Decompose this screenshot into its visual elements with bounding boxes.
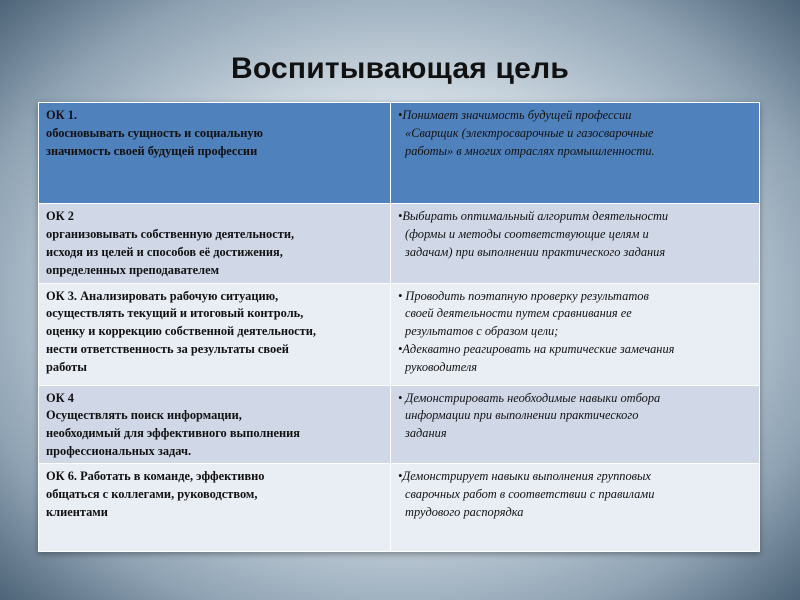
table-row-ok3	[39, 283, 760, 385]
result-item	[398, 208, 753, 261]
result-line: • Проводить поэтапную проверку результатов	[398, 288, 649, 303]
result-list	[398, 390, 753, 443]
result-list	[398, 468, 753, 521]
result-line: •Понимает значимость будущей профессии	[398, 108, 632, 122]
result-line: руководителя	[405, 359, 478, 374]
competency-line: ОК 3. Анализировать рабочую ситуацию,	[46, 288, 279, 303]
competency-line: нести ответственность за результаты своей	[46, 341, 289, 356]
result-line: •Демонстрирует навыки выполнения групповых	[398, 469, 651, 484]
competency-line: исходя из целей и способов её достижения,	[46, 244, 283, 259]
competency-line: определенных преподавателем	[46, 262, 220, 277]
result-item	[398, 468, 753, 521]
table-row-ok4	[39, 385, 760, 464]
competency-cell	[39, 103, 391, 204]
result-line: трудового распорядка	[405, 504, 524, 519]
competency-text	[46, 390, 384, 461]
competency-line: ОК 2	[46, 209, 74, 224]
table-row-ok6	[39, 464, 760, 552]
result-item	[398, 107, 753, 160]
result-line: задания	[405, 426, 447, 441]
competency-cell	[39, 283, 391, 385]
result-item	[398, 341, 753, 377]
competency-text	[46, 107, 384, 160]
competency-line: Осуществлять поиск информации,	[46, 408, 242, 423]
competency-line: обосновывать сущность и социальную	[46, 125, 263, 140]
result-cell	[391, 464, 760, 552]
competency-cell	[39, 204, 391, 283]
result-list	[398, 107, 753, 160]
competency-line: ОК 1.	[46, 108, 78, 122]
competency-table	[38, 102, 760, 552]
slide-title: Воспитывающая цель	[231, 52, 569, 85]
result-line: «Сварщик (электросварочные и газосварочные	[405, 125, 654, 140]
competency-line: профессиональных задач.	[46, 444, 192, 459]
result-line: своей деятельности путем сравнивания ее	[405, 306, 632, 321]
result-line: • Демонстрировать необходимые навыки отбора	[398, 390, 661, 405]
result-line: задачам) при выполнении практического задания	[405, 244, 666, 259]
competency-line: общаться с коллегами, руководством,	[46, 487, 258, 502]
competency-line: клиентами	[46, 504, 108, 519]
result-line: •Выбирать оптимальный алгоритм деятельности	[398, 209, 669, 224]
table-row-ok2	[39, 204, 760, 283]
result-line: •Адекватно реагировать на критические замечания	[398, 341, 675, 356]
result-line: результатов с образом цели;	[405, 324, 559, 339]
result-line: сварочных работ в соответствии с правилами	[405, 487, 655, 502]
competency-line: значимость своей будущей профессии	[46, 143, 258, 158]
result-cell	[391, 103, 760, 204]
result-cell	[391, 385, 760, 464]
result-line: работы» в многих отраслях промышленности.	[405, 143, 655, 158]
result-line: информации при выполнении практического	[405, 408, 639, 423]
competency-cell	[39, 464, 391, 552]
result-line: (формы и методы соответствующие целям и	[405, 226, 649, 241]
competency-text	[46, 468, 384, 521]
competency-line: ОК 4	[46, 390, 74, 405]
result-cell	[391, 283, 760, 385]
result-cell	[391, 204, 760, 283]
competency-line: оценку и коррекцию собственной деятельности,	[46, 324, 316, 339]
result-list	[398, 288, 753, 377]
competency-line: осуществлять текущий и итоговый контроль,	[46, 306, 304, 321]
competency-line: организовывать собственную деятельности,	[46, 226, 295, 241]
result-item	[398, 288, 753, 341]
result-item	[398, 390, 753, 443]
competency-text	[46, 208, 384, 279]
competency-text	[46, 288, 384, 377]
competency-line: ОК 6. Работать в команде, эффективно	[46, 469, 265, 484]
result-list	[398, 208, 753, 261]
competency-line: необходимый для эффективного выполнения	[46, 426, 300, 441]
competency-cell	[39, 385, 391, 464]
table-row-ok1	[39, 103, 760, 204]
competency-line: работы	[46, 359, 87, 374]
